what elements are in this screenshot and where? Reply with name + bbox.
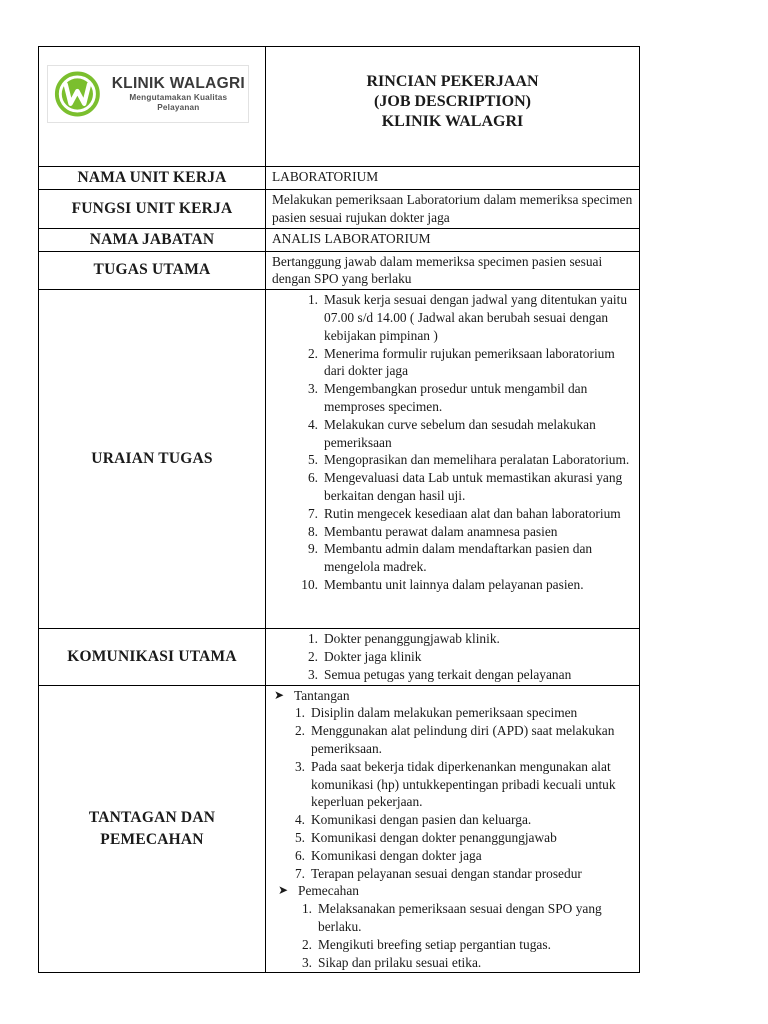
document-title (266, 47, 640, 167)
list-item (272, 648, 633, 666)
value-jabatan: ANALIS LABORATORIUM (266, 228, 640, 251)
item-number: 2. (294, 723, 305, 739)
value-unit-kerja: LABORATORIUM (266, 167, 640, 190)
item-text: Mengevaluasi data Lab untuk memastikan akurasi yang berkaitan dengan hasil uji. (324, 470, 623, 503)
item-text: Terapan pelayanan sesuai dengan standar prosedur (311, 865, 582, 881)
item-text: Melaksanakan pemeriksaan sesuai dengan SPO yang berlaku. (318, 901, 602, 934)
list-item (272, 380, 633, 416)
label-line: PEMECAHAN (100, 830, 204, 848)
item-text: Pada saat bekerja tidak diperkenankan mengunakan alat komunikasi (hp) untukkepentingan pribadi kecuali untuk keperluan pekerjaan. (311, 758, 616, 810)
item-text: Rutin mengecek kesediaan alat dan bahan laboratorium (324, 505, 621, 521)
item-text: Dokter penanggungjawab klinik. (324, 631, 500, 647)
label-jabatan: NAMA JABATAN (39, 228, 266, 251)
list-item (272, 291, 633, 344)
pemecahan-list (272, 900, 633, 971)
row-fungsi (39, 190, 640, 229)
item-text: Masuk kerja sesuai dengan jadwal yang ditentukan yaitu 07.00 s/d 14.00 ( Jadwal akan berubah sesuai dengan kebijakan pimpinan ) (324, 292, 628, 343)
list-item (272, 416, 633, 452)
item-number: 3. (307, 381, 318, 397)
list-item (272, 630, 633, 648)
logo-tagline: Mengutamakan Kualitas Pelayanan (129, 93, 228, 112)
item-number: 3. (301, 954, 312, 970)
list-item (272, 954, 633, 972)
item-number: 6. (294, 847, 305, 863)
logo-name: KLINIK WALAGRI (111, 75, 246, 92)
item-text: Membantu admin dalam mendaftarkan pasien dan mengelola madrek. (324, 541, 593, 575)
item-number: 4. (307, 416, 318, 432)
title-line: (JOB DESCRIPTION) (374, 93, 531, 110)
item-number: 6. (307, 470, 318, 486)
value-tantangan (266, 685, 640, 973)
item-text: Komunikasi dengan pasien dan keluarga. (311, 812, 532, 828)
list-item (272, 722, 633, 758)
item-text: Sikap dan prilaku sesuai etika. (318, 954, 482, 970)
item-text: Komunikasi dengan dokter jaga (311, 847, 482, 863)
uraian-list (272, 291, 633, 594)
row-uraian-tugas (39, 290, 640, 629)
item-number: 10. (301, 576, 318, 592)
arrow-bullet-icon: ➤ (274, 687, 285, 702)
list-item (272, 811, 633, 829)
item-text: Menggunakan alat pelindung diri (APD) saat melakukan pemeriksaan. (311, 723, 615, 756)
item-number: 1. (307, 631, 318, 647)
tantangan-list (272, 704, 633, 882)
list-item (272, 505, 633, 523)
list-item (272, 540, 633, 576)
title-line: KLINIK WALAGRI (381, 113, 524, 130)
item-number: 9. (307, 541, 318, 557)
label-komunikasi: KOMUNIKASI UTAMA (39, 629, 266, 685)
item-number: 1. (294, 705, 305, 721)
row-komunikasi (39, 629, 640, 685)
item-number: 2. (307, 345, 318, 361)
item-number: 7. (307, 505, 318, 521)
item-number: 8. (307, 523, 318, 539)
title-line: RINCIAN PEKERJAAN (366, 73, 539, 90)
item-text: Mengikuti breefing setiap pergantian tugas. (318, 936, 551, 952)
list-item (272, 704, 633, 722)
list-item (272, 758, 633, 811)
label-tantangan (39, 685, 266, 973)
item-number: 3. (307, 666, 318, 682)
item-text: Membantu perawat dalam anamnesa pasien (324, 523, 558, 539)
list-item (272, 900, 633, 936)
label-tugas-utama: TUGAS UTAMA (39, 251, 266, 290)
item-number: 1. (301, 901, 312, 917)
item-number: 3. (294, 758, 305, 774)
item-number: 1. (307, 292, 318, 308)
item-text: Mengembangkan prosedur untuk mengambil dan memproses specimen. (324, 381, 588, 414)
row-tugas-utama (39, 251, 640, 290)
arrow-bullet-icon: ➤ (278, 883, 289, 898)
item-number: 5. (294, 829, 305, 845)
value-fungsi: Melakukan pemeriksaan Laboratorium dalam memeriksa specimen pasien sesuai rujukan dokter jaga (266, 190, 640, 229)
item-number: 2. (307, 648, 318, 664)
item-text: Semua petugas yang terkait dengan pelayanan (324, 666, 572, 682)
logo-cell (39, 47, 266, 167)
list-item (272, 847, 633, 865)
value-komunikasi (266, 629, 640, 685)
list-item (272, 451, 633, 469)
item-number: 7. (294, 865, 305, 881)
list-item (272, 666, 633, 684)
list-item (272, 936, 633, 954)
value-uraian-tugas (266, 290, 640, 629)
komunikasi-list (272, 630, 633, 683)
value-tugas-utama: Bertanggung jawab dalam memeriksa specimen pasien sesuai dengan SPO yang berlaku (266, 251, 640, 290)
header-row (39, 47, 640, 167)
item-text: Membantu unit lainnya dalam pelayanan pasien. (324, 576, 584, 592)
list-item (272, 576, 633, 594)
item-text: Mengoprasikan dan memelihara peralatan Laboratorium. (324, 452, 630, 468)
list-item (272, 469, 633, 505)
list-item (272, 523, 633, 541)
item-text: Komunikasi dengan dokter penanggungjawab (311, 829, 557, 845)
list-item (272, 829, 633, 847)
row-tantangan (39, 685, 640, 973)
label-fungsi: FUNGSI UNIT KERJA (39, 190, 266, 229)
label-uraian-tugas: URAIAN TUGAS (39, 290, 266, 629)
item-text: Menerima formulir rujukan pemeriksaan laboratorium dari dokter jaga (324, 345, 615, 379)
item-text: Disiplin dalam melakukan pemeriksaan specimen (311, 705, 578, 721)
row-jabatan (39, 228, 640, 251)
list-item (272, 865, 633, 883)
item-number: 2. (301, 936, 312, 952)
item-text: Dokter jaga klinik (324, 648, 422, 664)
list-item (272, 345, 633, 381)
pemecahan-heading: ➤ Pemecahan (278, 883, 359, 899)
item-text: Melakukan curve sebelum dan sesudah melakukan pemeriksaan (324, 416, 596, 450)
label-line: TANTAGAN DAN (88, 808, 216, 826)
item-number: 5. (307, 452, 318, 468)
label-unit-kerja: NAMA UNIT KERJA (39, 167, 266, 190)
tantangan-heading: ➤ Tantangan (274, 687, 350, 703)
job-description-table (38, 46, 640, 973)
clinic-logo (47, 65, 249, 123)
item-number: 4. (294, 812, 305, 828)
walagri-w-icon (52, 71, 103, 117)
row-unit-kerja (39, 167, 640, 190)
